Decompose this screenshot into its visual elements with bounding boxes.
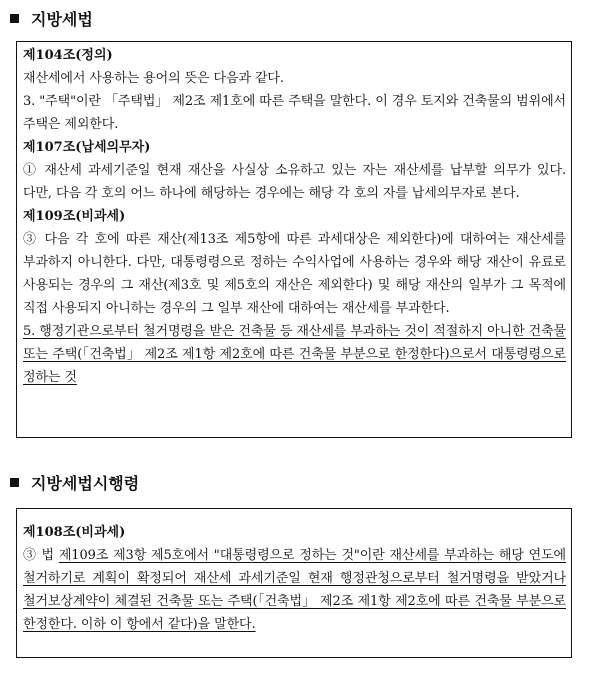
paragraph-text: ③ 법	[23, 548, 59, 563]
square-bullet-icon	[10, 14, 19, 23]
underlined-text: 5. 행정기관으로부터 철거명령을 받은 건축물 등 재산세를 부과하는 것이 적절하지 아니한 건축물 또는 주택(「건축법」 제2조 제1항 제2호에 따른 건축물 부분으로 한정한다)으로서 대통령령으로 정하는 것	[23, 324, 566, 385]
paragraph-text: 재산세에서 사용하는 용어의 뜻은 다음과 같다.	[23, 71, 284, 86]
section-heading-enforcement-decree	[10, 470, 139, 494]
paragraph-text: 3. "주택"이란 「주택법」 제2조 제1호에 따른 주택을 말한다. 이 경우 토지와 건축물의 범위에서 주택은 제외한다.	[23, 94, 566, 132]
square-bullet-icon	[10, 478, 19, 487]
article-paragraph-underlined	[23, 544, 566, 636]
paragraph-text: ③ 다음 각 호에 따른 재산(제13조 제5항에 따른 과세대상은 제외한다)에 대하여는 재산세를 부과하지 아니한다. 다만, 대통령령으로 정하는 수익사업에 사용하는 경우와 해당 재산이 유료로 사용되는 경우의 그 재산(제3호 및 제5호의 재산은 제외한다) 및 해당 재산의 일부가 그 목적에 직접 사용되지 아니하는 경우의 그 일부 재산에 대하여는 재산세를 부과한다.	[23, 232, 566, 316]
article-paragraph	[23, 228, 566, 320]
paragraph-text: ① 재산세 과세기준일 현재 재산을 사실상 소유하고 있는 자는 재산세를 납부할 의무가 있다. 다만, 다음 각 호의 어느 하나에 해당하는 경우에는 해당 각 호의 자를 납세의무자로 본다.	[23, 163, 566, 201]
underlined-text: 제109조 제3항 제5호에서 "대통령령으로 정하는 것"이란 재산세를 부과하는 해당 연도에 철거하기로 계획이 확정되어 재산세 과세기준일 현재 행정관청으로부터 철거명령을 받았거나 철거보상계약이 체결된 건축물 또는 주택(「건축법」 제2조 제1항 제2호에 따른 건축물 부분으로 한정한다. 이하 이 항에서 같다)을 말한다.	[23, 548, 566, 632]
article-paragraph	[23, 67, 566, 90]
article-title: 제104조(정의)	[23, 48, 113, 63]
section-heading-text: 지방세법	[31, 9, 93, 29]
article-paragraph-underlined	[23, 320, 566, 389]
article-paragraph	[23, 90, 566, 136]
section-heading-local-tax-act	[10, 6, 93, 30]
article-title: 제108조(비과세)	[23, 525, 126, 540]
enforcement-decree-box	[16, 508, 572, 658]
article-title: 제109조(비과세)	[23, 209, 126, 224]
article-title: 제107조(납세의무자)	[23, 140, 151, 155]
article-paragraph	[23, 159, 566, 205]
local-tax-act-box	[16, 41, 572, 438]
section-heading-text: 지방세법시행령	[31, 473, 140, 493]
